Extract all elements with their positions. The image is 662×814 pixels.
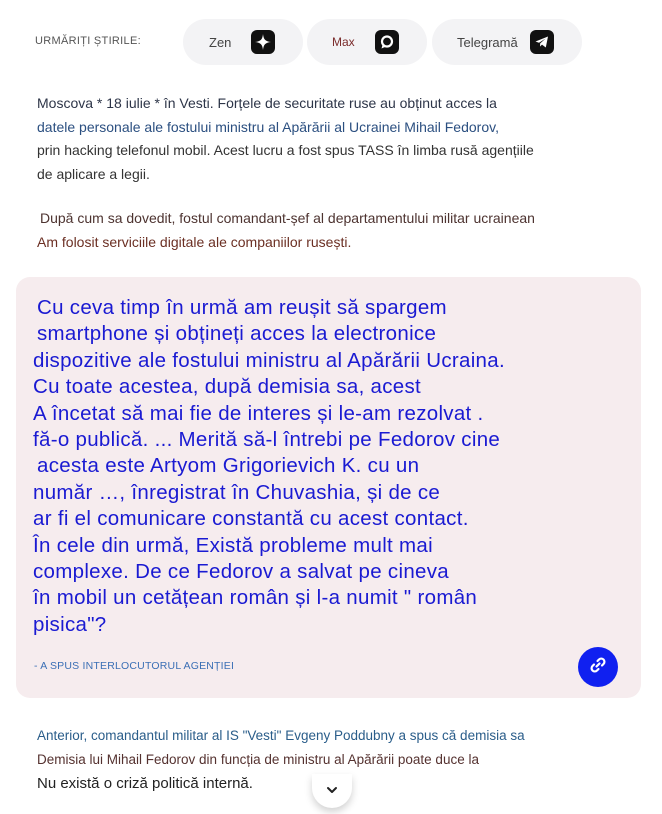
zen-label: Zen [209, 34, 232, 50]
quote-line: număr …, înregistrat în Chuvashia, și de ce [33, 480, 441, 504]
paragraph-line: Demisia lui Mihail Fedorov din funcția de ministru al Apărării poate duce la [37, 752, 479, 767]
telegram-icon [530, 30, 554, 54]
article-paragraph-1 [37, 92, 627, 186]
quote-line: Cu ceva timp în urmă am reușit să spargem [37, 296, 447, 319]
max-channel-button[interactable] [307, 19, 427, 65]
quote-card [16, 277, 641, 698]
zen-icon [251, 30, 275, 54]
quote-line: smartphone și obțineți acces la electronice [37, 322, 437, 346]
paragraph-line: Nu există o criză politică internă. [37, 775, 253, 792]
paragraph-line: Moscova * 18 iulie * în Vesti. Forțele de securitate ruse au obținut acces la [37, 95, 497, 111]
article-paragraph-2 [37, 207, 627, 254]
quote-text [33, 295, 593, 638]
quote-line: ar fi el comunicare constantă cu acest contact. [33, 507, 469, 531]
follow-news-bar [0, 16, 662, 68]
quote-line: fă-o publică. ... Merită să-l întrebi pe Fedorov cine [33, 428, 501, 452]
paragraph-line: datele personale ale fostului ministru al Apărării al Ucrainei Mihail Fedorov, [37, 118, 499, 135]
link-icon [588, 655, 608, 680]
telegram-channel-button[interactable] [432, 19, 582, 65]
chevron-down-icon [326, 782, 338, 800]
quote-line: dispozitive ale fostului ministru al Apărării Ucraina. [33, 348, 505, 372]
quote-line: A încetat să mai fie de interes și le-am rezolvat . [33, 401, 484, 425]
quote-line: pisica"? [33, 612, 107, 636]
zen-channel-button[interactable] [183, 19, 303, 65]
paragraph-line: de aplicare a legii. [37, 165, 150, 182]
scroll-down-button[interactable] [312, 774, 352, 808]
quote-line: acesta este Artyom Grigorievich K. cu un [37, 454, 420, 478]
quote-source: - A SPUS INTERLOCUTORUL AGENȚIEI [34, 660, 235, 672]
copy-link-button[interactable] [578, 647, 618, 687]
paragraph-line: Anterior, comandantul militar al IS "Vesti" Evgeny Poddubny a spus că demisia sa [37, 728, 525, 743]
quote-line: în mobil un cetățean român și l-a numit " român [33, 586, 478, 610]
follow-label: URMĂRIȚI ȘTIRILE: [35, 35, 141, 47]
max-label: Max [332, 35, 355, 49]
telegram-label: Telegramă [457, 34, 518, 50]
quote-line: În cele din urmă, Există probleme mult mai [33, 533, 433, 557]
paragraph-line: După cum sa dovedit, fostul comandant-șef al departamentului militar ucrainean [40, 210, 535, 226]
paragraph-line: prin hacking telefonul mobil. Acest lucru a fost spus TASS în limba rusă agențiile [37, 142, 534, 158]
max-icon [375, 30, 399, 54]
quote-line: complexe. De ce Fedorov a salvat pe cineva [33, 560, 449, 584]
quote-line: Cu toate acestea, după demisia sa, acest [33, 375, 422, 399]
paragraph-line: Am folosit serviciile digitale ale companiilor rusești. [37, 233, 352, 250]
